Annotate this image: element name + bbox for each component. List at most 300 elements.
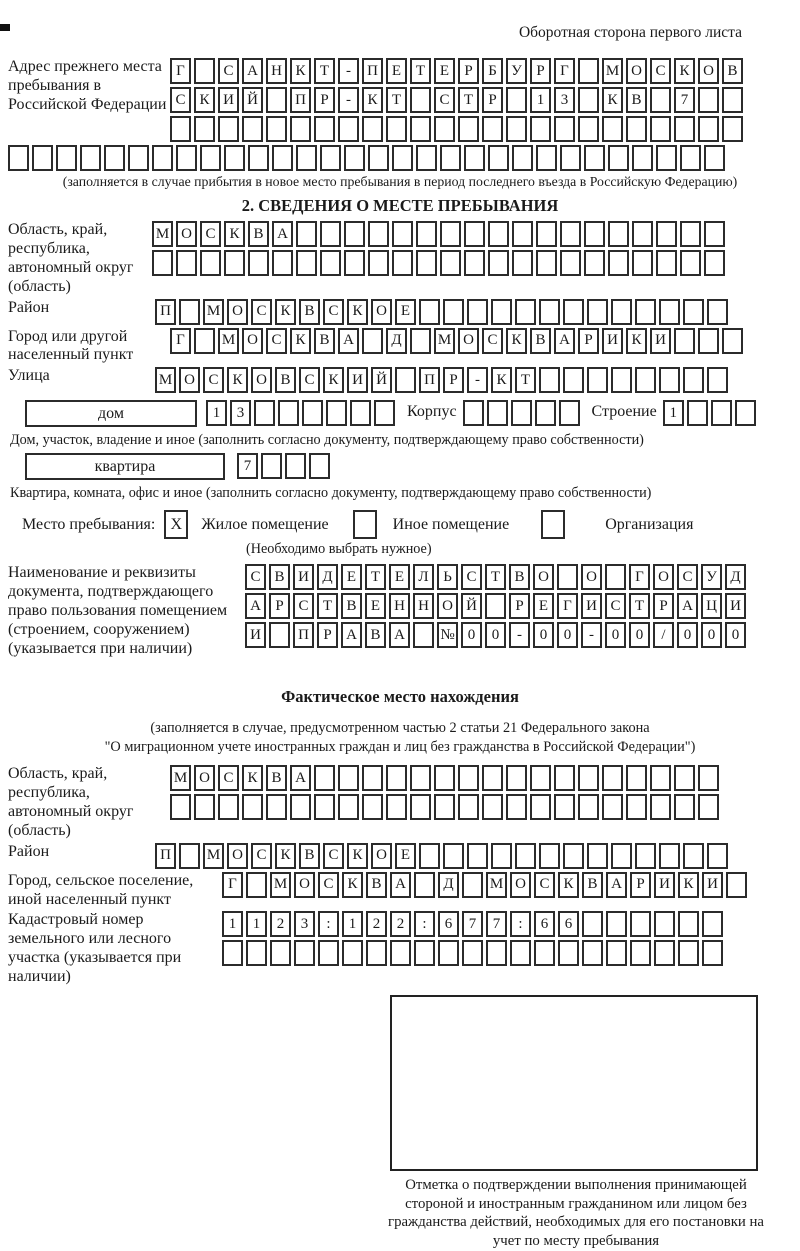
char-cell (554, 116, 575, 142)
char-cell: 7 (486, 911, 507, 937)
char-cell (632, 221, 653, 247)
char-cell: : (414, 911, 435, 937)
char-cell (242, 116, 263, 142)
char-cell (248, 145, 269, 171)
fact-district-field (8, 843, 792, 872)
stay-option-other-checkbox (353, 510, 377, 539)
char-cell: К (224, 221, 245, 247)
char-cell: У (701, 564, 722, 590)
char-cell: Р (482, 87, 503, 113)
char-cell: 3 (294, 911, 315, 937)
char-cell (563, 843, 584, 869)
char-cell: Р (630, 872, 651, 898)
char-cell: 7 (462, 911, 483, 937)
char-cell: К (602, 87, 623, 113)
korpus-cells (463, 400, 583, 426)
char-cell: У (506, 58, 527, 84)
stay-type-note: (Необходимо выбрать нужное) (246, 541, 432, 558)
char-cell (587, 299, 608, 325)
char-cell: О (581, 564, 602, 590)
char-cell (296, 145, 317, 171)
char-cell (390, 940, 411, 966)
char-cell (482, 765, 503, 791)
stay-option-organization-label: Организация (605, 515, 694, 533)
char-cell (587, 843, 608, 869)
prev-address-row-2 (170, 87, 746, 113)
fact-district-row (155, 843, 731, 869)
char-cell: В (530, 328, 551, 354)
apartment-box: квартира (25, 453, 225, 480)
char-cell: О (653, 564, 674, 590)
char-cell (320, 250, 341, 276)
char-cell: К (323, 367, 344, 393)
fact-region-row-1 (170, 765, 722, 791)
char-cell: 7 (237, 453, 258, 479)
char-cell (608, 250, 629, 276)
char-cell: № (437, 622, 458, 648)
char-cell (458, 794, 479, 820)
char-cell (482, 116, 503, 142)
prev-address-grid (170, 58, 746, 145)
char-cell: О (176, 221, 197, 247)
char-cell: М (203, 843, 224, 869)
char-cell (611, 367, 632, 393)
char-cell (698, 116, 719, 142)
char-cell (320, 145, 341, 171)
char-cell (218, 794, 239, 820)
char-cell: Г (170, 58, 191, 84)
char-cell: А (606, 872, 627, 898)
char-cell (506, 794, 527, 820)
char-cell (486, 940, 507, 966)
char-cell (270, 940, 291, 966)
char-cell (56, 145, 77, 171)
document-row-1 (245, 564, 749, 590)
fact-region-field (8, 765, 792, 841)
char-cell (222, 940, 243, 966)
char-cell (559, 400, 580, 426)
apartment-cells (237, 453, 333, 479)
char-cell (563, 367, 584, 393)
char-cell: Р (314, 87, 335, 113)
char-cell (515, 299, 536, 325)
char-cell: В (248, 221, 269, 247)
char-cell: К (342, 872, 363, 898)
char-cell: В (365, 622, 386, 648)
char-cell (488, 250, 509, 276)
char-cell (578, 58, 599, 84)
char-cell (440, 145, 461, 171)
char-cell: 1 (530, 87, 551, 113)
char-cell (314, 765, 335, 791)
char-cell (702, 911, 723, 937)
char-cell: Е (341, 564, 362, 590)
char-cell (606, 911, 627, 937)
char-cell: О (698, 58, 719, 84)
char-cell: В (509, 564, 530, 590)
region-grid (152, 221, 728, 279)
char-cell (314, 116, 335, 142)
char-cell: Г (557, 593, 578, 619)
district-field (8, 299, 792, 328)
char-cell (338, 116, 359, 142)
char-cell (608, 145, 629, 171)
char-cell: И (650, 328, 671, 354)
fact-location-note (8, 719, 792, 758)
stay-option-residential-checkbox: X (164, 510, 188, 539)
char-cell (488, 145, 509, 171)
fact-city-field (8, 872, 792, 910)
char-cell (687, 400, 708, 426)
char-cell: Г (629, 564, 650, 590)
char-cell: С (323, 299, 344, 325)
char-cell: Т (317, 593, 338, 619)
char-cell (578, 794, 599, 820)
char-cell (246, 940, 267, 966)
char-cell: И (293, 564, 314, 590)
char-cell: С (534, 872, 555, 898)
char-cell: С (170, 87, 191, 113)
char-cell (463, 400, 484, 426)
char-cell: И (702, 872, 723, 898)
char-cell (698, 328, 719, 354)
char-cell (530, 794, 551, 820)
char-cell (554, 794, 575, 820)
char-cell (266, 87, 287, 113)
char-cell: Е (434, 58, 455, 84)
char-cell (632, 250, 653, 276)
char-cell (611, 843, 632, 869)
char-cell (386, 794, 407, 820)
char-cell (536, 145, 557, 171)
char-cell: И (654, 872, 675, 898)
char-cell: А (338, 328, 359, 354)
char-cell (578, 87, 599, 113)
char-cell: М (203, 299, 224, 325)
char-cell (560, 250, 581, 276)
char-cell: Т (458, 87, 479, 113)
char-cell: Е (533, 593, 554, 619)
char-cell (362, 328, 383, 354)
house-row (25, 400, 792, 429)
region-row-2 (152, 250, 728, 276)
char-cell (674, 328, 695, 354)
char-cell (194, 116, 215, 142)
char-cell (414, 940, 435, 966)
char-cell: 2 (270, 911, 291, 937)
char-cell (200, 250, 221, 276)
char-cell: В (269, 564, 290, 590)
char-cell (584, 145, 605, 171)
char-cell (488, 221, 509, 247)
house-box: дом (25, 400, 197, 427)
char-cell (344, 145, 365, 171)
char-cell (511, 400, 532, 426)
char-cell (582, 940, 603, 966)
fact-location-note-line1: (заполняется в случае, предусмотренном частью 2 статьи 21 Федерального закона (150, 719, 650, 736)
char-cell (362, 765, 383, 791)
char-cell (587, 367, 608, 393)
street-row (155, 367, 731, 393)
char-cell: 6 (558, 911, 579, 937)
char-cell: 0 (485, 622, 506, 648)
char-cell (683, 367, 704, 393)
char-cell: К (290, 58, 311, 84)
char-cell: Й (242, 87, 263, 113)
char-cell: Н (266, 58, 287, 84)
char-cell (261, 453, 282, 479)
char-cell: А (290, 765, 311, 791)
char-cell (218, 116, 239, 142)
char-cell (344, 250, 365, 276)
char-cell (374, 400, 395, 426)
char-cell (659, 299, 680, 325)
char-cell (176, 250, 197, 276)
char-cell (558, 940, 579, 966)
page-header: Оборотная сторона первого листа (518, 24, 742, 41)
char-cell: О (251, 367, 272, 393)
char-cell: П (290, 87, 311, 113)
char-cell (344, 221, 365, 247)
char-cell (506, 765, 527, 791)
char-cell (416, 221, 437, 247)
char-cell: М (170, 765, 191, 791)
char-cell: О (242, 328, 263, 354)
char-cell: 0 (629, 622, 650, 648)
char-cell: И (602, 328, 623, 354)
cadastre-field (8, 911, 792, 987)
char-cell: А (554, 328, 575, 354)
char-cell: Ц (701, 593, 722, 619)
char-cell: И (347, 367, 368, 393)
char-cell (506, 87, 527, 113)
document-grid (245, 564, 749, 651)
char-cell: : (318, 911, 339, 937)
char-cell: М (434, 328, 455, 354)
city-row (170, 328, 746, 354)
char-cell (512, 221, 533, 247)
char-cell: И (725, 593, 746, 619)
char-cell (410, 116, 431, 142)
char-cell (266, 116, 287, 142)
char-cell: О (227, 299, 248, 325)
char-cell: Г (170, 328, 191, 354)
char-cell: А (272, 221, 293, 247)
char-cell: П (155, 299, 176, 325)
fact-location-title: Фактическое место нахождения (281, 686, 519, 706)
char-cell (711, 400, 732, 426)
char-cell (683, 843, 704, 869)
char-cell (635, 843, 656, 869)
char-cell: 6 (438, 911, 459, 937)
char-cell (608, 221, 629, 247)
char-cell (582, 911, 603, 937)
char-cell: П (293, 622, 314, 648)
char-cell: Р (443, 367, 464, 393)
char-cell: С (200, 221, 221, 247)
char-cell (416, 145, 437, 171)
char-cell: Е (389, 564, 410, 590)
street-label: Улица (8, 367, 50, 385)
char-cell: М (152, 221, 173, 247)
char-cell (194, 58, 215, 84)
char-cell (392, 221, 413, 247)
char-cell: Н (413, 593, 434, 619)
char-cell: Р (578, 328, 599, 354)
char-cell: Е (395, 843, 416, 869)
char-cell (698, 87, 719, 113)
char-cell (338, 765, 359, 791)
char-cell: : (510, 911, 531, 937)
char-cell (557, 564, 578, 590)
char-cell (179, 299, 200, 325)
char-cell: 0 (557, 622, 578, 648)
char-cell (462, 872, 483, 898)
fact-district-label: Район (8, 842, 50, 860)
char-cell: П (419, 367, 440, 393)
char-cell (170, 794, 191, 820)
char-cell: Й (461, 593, 482, 619)
house-cells (206, 400, 398, 426)
char-cell (674, 116, 695, 142)
char-cell: Е (395, 299, 416, 325)
char-cell (440, 221, 461, 247)
char-cell (434, 116, 455, 142)
char-cell: 2 (390, 911, 411, 937)
char-cell: 0 (677, 622, 698, 648)
char-cell (464, 145, 485, 171)
char-cell: 6 (534, 911, 555, 937)
char-cell (578, 765, 599, 791)
char-cell: Р (458, 58, 479, 84)
char-cell (626, 116, 647, 142)
char-cell: Р (653, 593, 674, 619)
char-cell: Б (482, 58, 503, 84)
char-cell (491, 299, 512, 325)
char-cell (419, 299, 440, 325)
char-cell (654, 911, 675, 937)
char-cell (395, 367, 416, 393)
char-cell: 0 (533, 622, 554, 648)
char-cell (487, 400, 508, 426)
char-cell (419, 843, 440, 869)
char-cell: С (434, 87, 455, 113)
form-back-page (0, 24, 800, 1251)
char-cell (290, 116, 311, 142)
fact-location-note-line2: "О миграционном учете иностранных граждан и лиц без гражданства в Российской Федерации") (104, 738, 696, 755)
char-cell: Т (314, 58, 335, 84)
char-cell (722, 328, 743, 354)
char-cell (554, 765, 575, 791)
char-cell: Е (386, 58, 407, 84)
cadastre-label: Кадастровый номер земельного или лесного участка (указывается при наличии) (8, 911, 182, 986)
char-cell: А (677, 593, 698, 619)
house-note: Дом, участок, владение и иное (заполнить согласно документу, подтверждающему право собственности) (10, 432, 644, 449)
char-cell (338, 794, 359, 820)
char-cell: С (251, 299, 272, 325)
char-cell: А (389, 622, 410, 648)
char-cell: С (299, 367, 320, 393)
char-cell (224, 145, 245, 171)
char-cell: Т (410, 58, 431, 84)
region-row-1 (152, 221, 728, 247)
char-cell: К (275, 843, 296, 869)
char-cell (32, 145, 53, 171)
char-cell (722, 116, 743, 142)
char-cell: 2 (366, 911, 387, 937)
char-cell (410, 794, 431, 820)
char-cell: А (242, 58, 263, 84)
char-cell: С (203, 367, 224, 393)
char-cell: О (510, 872, 531, 898)
char-cell: - (581, 622, 602, 648)
char-cell (656, 250, 677, 276)
char-cell (362, 794, 383, 820)
char-cell (680, 145, 701, 171)
char-cell: С (318, 872, 339, 898)
char-cell: 7 (674, 87, 695, 113)
char-cell: К (491, 367, 512, 393)
document-label: Наименование и реквизиты документа, подтверждающего право пользования помещением (строением, сооружением) (указывается при наличии) (8, 564, 228, 657)
stroenie-label: Строение (591, 403, 657, 421)
char-cell (539, 843, 560, 869)
apartment-row (25, 453, 792, 482)
char-cell: М (602, 58, 623, 84)
section2-title: 2. СВЕДЕНИЯ О МЕСТЕ ПРЕБЫВАНИЯ (241, 196, 559, 215)
char-cell: С (218, 58, 239, 84)
char-cell (632, 145, 653, 171)
char-cell: 1 (342, 911, 363, 937)
char-cell (285, 453, 306, 479)
char-cell: Г (222, 872, 243, 898)
char-cell: - (509, 622, 530, 648)
prev-address-field (8, 58, 792, 145)
char-cell (602, 794, 623, 820)
char-cell (678, 940, 699, 966)
char-cell (314, 794, 335, 820)
char-cell (512, 145, 533, 171)
prev-address-row-4 (8, 145, 792, 171)
char-cell: А (390, 872, 411, 898)
char-cell (410, 765, 431, 791)
char-cell (707, 843, 728, 869)
char-cell (515, 843, 536, 869)
cadastre-row-1 (222, 911, 726, 937)
char-cell: П (155, 843, 176, 869)
char-cell: Т (365, 564, 386, 590)
char-cell: О (371, 299, 392, 325)
char-cell (707, 299, 728, 325)
char-cell (726, 872, 747, 898)
char-cell (650, 116, 671, 142)
char-cell: О (437, 593, 458, 619)
char-cell: 1 (222, 911, 243, 937)
char-cell: О (458, 328, 479, 354)
char-cell (698, 765, 719, 791)
char-cell (656, 145, 677, 171)
char-cell: 0 (605, 622, 626, 648)
char-cell (302, 400, 323, 426)
char-cell: В (314, 328, 335, 354)
char-cell (535, 400, 556, 426)
char-cell (318, 940, 339, 966)
char-cell: К (242, 765, 263, 791)
char-cell (584, 250, 605, 276)
char-cell: 0 (725, 622, 746, 648)
cadastre-grid (222, 911, 726, 969)
char-cell (659, 843, 680, 869)
char-cell (290, 794, 311, 820)
